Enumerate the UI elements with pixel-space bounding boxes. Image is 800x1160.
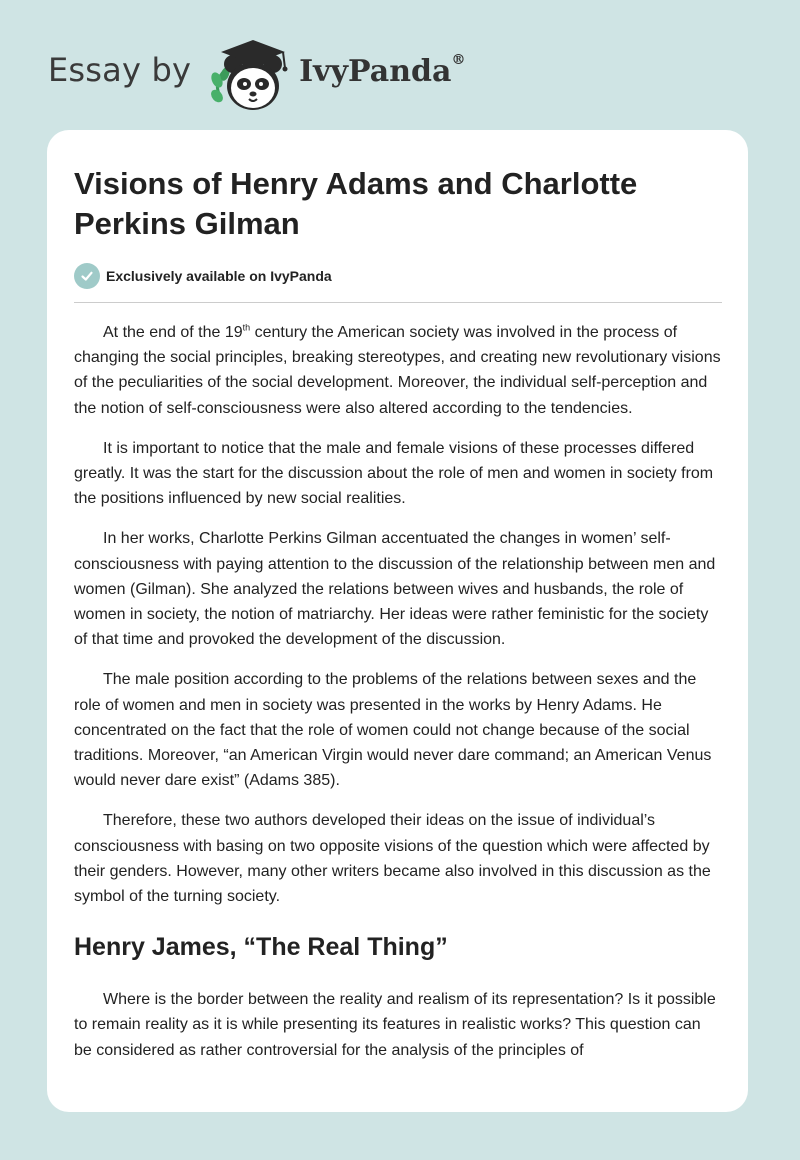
article-card bbox=[47, 130, 748, 1112]
divider bbox=[74, 302, 722, 303]
section-heading: Henry James, “The Real Thing” bbox=[74, 933, 448, 962]
exclusive-badge bbox=[74, 263, 332, 289]
brand-name: IvyPanda® bbox=[299, 51, 466, 89]
paragraph: In her works, Charlotte Perkins Gilman accentuated the changes in women’ self-consciousness with paying attention to the discussion of the relationship between men and women (Gilman). She analyzed the relations between wives and husbands, the role of women in society, the notion of matriarchy. Her ideas were rather feministic for the society of that time and provoked the development of the discussion. bbox=[74, 530, 716, 649]
brand-logo[interactable] bbox=[48, 34, 465, 114]
trademark-symbol: ® bbox=[451, 51, 466, 68]
badge-label: Exclusively available on IvyPanda bbox=[106, 268, 332, 284]
paragraph: Where is the border between the reality and realism of its representation? Is it possible to remain reality as it is while presenting its features in realistic works? This question can be considered as rather controversial for the analysis of the principles of bbox=[74, 991, 716, 1059]
paragraph: At the end of the 19th century the American society was involved in the process of changing the social principles, breaking stereotypes, and creating new revolutionary visions of the peculiarities of the social development. Moreover, the individual self-perception and the notion of self-consciousness were also altered according to the tendencies. bbox=[74, 322, 721, 417]
article-title: Visions of Henry Adams and Charlotte Perkins Gilman bbox=[74, 166, 638, 241]
article-content bbox=[74, 320, 722, 1078]
paragraph: It is important to notice that the male and female visions of these processes differed greatly. It was the start for the discussion about the role of men and women in society from the positions influenced by new social realities. bbox=[74, 439, 714, 508]
check-circle-icon bbox=[74, 263, 100, 289]
brand-prefix: Essay by bbox=[48, 51, 192, 89]
paragraph: The male position according to the problems of the relations between sexes and the role of women and men in society was presented in the works by Henry Adams. He concentrated on the fact that the role of women could not change because of the social traditions. Moreover, “an American Virgin would never dare command; an American Venus would never dare exist” (Adams 385). bbox=[74, 671, 712, 790]
panda-graduate-icon bbox=[205, 34, 297, 114]
paragraph: Therefore, these two authors developed their ideas on the issue of individual’s consciousness with basing on two opposite visions of the question which were affected by their genders. However, many other writers became also involved in this discussion as the symbol of the turning society. bbox=[74, 812, 711, 906]
